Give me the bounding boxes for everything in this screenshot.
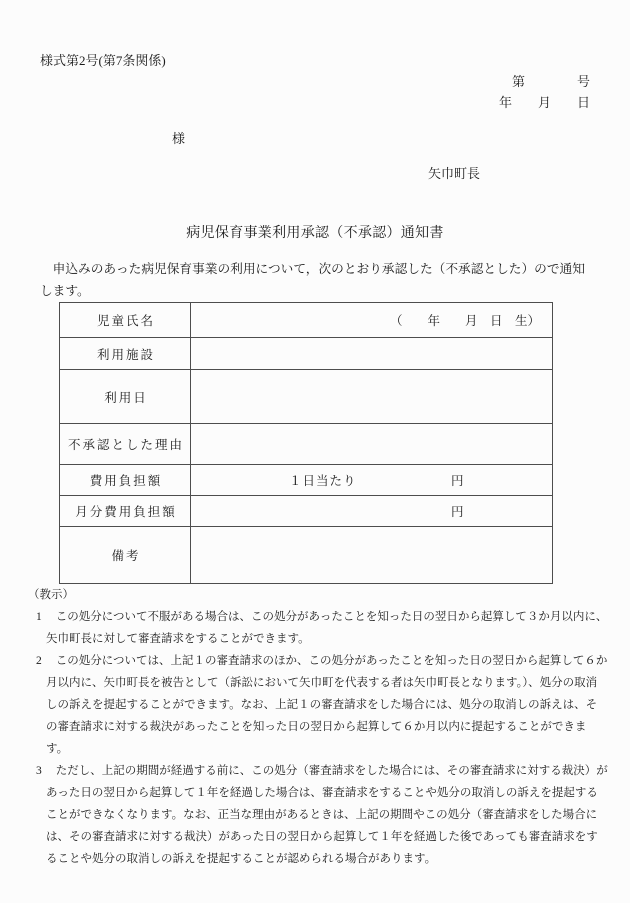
note-1-text: この処分について不服がある場合は、この処分があったことを知った日の翌日から起算して３か月以内に、矢巾町長に対して審査請求をすることができます。 [46,611,608,645]
addressee-honorific: 様 [172,131,186,146]
table-row-remarks [60,527,552,583]
table-row-denial-reason [60,424,552,465]
monthly-fee-value-cell [191,496,552,526]
note-2-text: この処分については、上記１の審査請求のほか、この処分があったことを知った日の翌日から起算して６か月以内に、矢巾町長を被告として（訴訟において矢巾町を代表する者は矢巾町長となります。）、処分の取消しの訴えを提起することができます。なお、上記１の審査請求をした場合には、処分の取消しの訴えは、その審査請求に対する裁決があったことを知った日の翌日から起算して６か月以内に提起することができます。 [46,655,608,755]
row-label-child-name: 児童氏名 [60,303,191,337]
row-label-daily-fee: 費用負担額 [60,465,191,495]
table-row-child-name [60,303,552,338]
form-number: 様式第2号(第7条関係) [40,53,166,68]
row-label-denial-reason: 不承認とした理由 [60,424,191,464]
note-item-3 [28,760,608,870]
notes-section [28,584,608,870]
monthly-fee-yen-unit: 円 [451,505,464,519]
row-label-remarks: 備考 [60,527,191,583]
note-2-number: 2 [36,655,42,667]
daily-fee-prefix: １日当たり [289,474,357,488]
row-label-facility: 利用施設 [60,338,191,369]
notes-heading: （教示） [28,589,74,601]
row-label-monthly-fee: 月分費用負担額 [60,496,191,526]
row-label-use-date: 利用日 [60,370,191,423]
note-item-1 [28,606,608,650]
issue-date-line: 年 月 日 [498,95,590,110]
note-1-number: 1 [36,611,42,623]
note-3-text: ただし、上記の期間が経過する前に、この処分（審査請求をした場合には、その審査請求に対する裁決）があった日の翌日から起算して１年を経過した場合は、審査請求をすることや処分の取消しの訴えを提起することができなくなります。なお、正当な理由があるときは、上記の期間やこの処分（審査請求をした場合には、その審査請求に対する裁決）があった日の翌日から起算して１年を経過した後であっても審査請求をすることや処分の取消しの訴えを提起することが認められる場合があります。 [46,765,608,865]
issue-number-line: 第 号 [511,74,590,89]
table-row-facility [60,338,552,370]
use-date-value-cell [191,370,552,423]
facility-value-cell [191,338,552,369]
note-item-2 [28,650,608,760]
note-3-number: 3 [36,765,42,777]
document-title: 病児保育事業利用承認（不承認）通知書 [186,226,444,241]
sender-name: 矢巾町長 [428,166,481,181]
table-row-daily-fee [60,465,552,496]
child-name-value-cell: （ 年 月 日 生） [389,314,540,328]
form-table [59,302,553,584]
denial-reason-value-cell [191,424,552,464]
daily-fee-yen-unit: 円 [451,474,464,488]
daily-fee-value-cell [191,465,552,495]
table-row-monthly-fee [60,496,552,527]
body-paragraph: 申込みのあった病児保育事業の利用について，次のとおり承認した（不承認とした）ので通知します。 [40,262,585,298]
table-row-use-date [60,370,552,424]
remarks-value-cell [191,527,552,583]
